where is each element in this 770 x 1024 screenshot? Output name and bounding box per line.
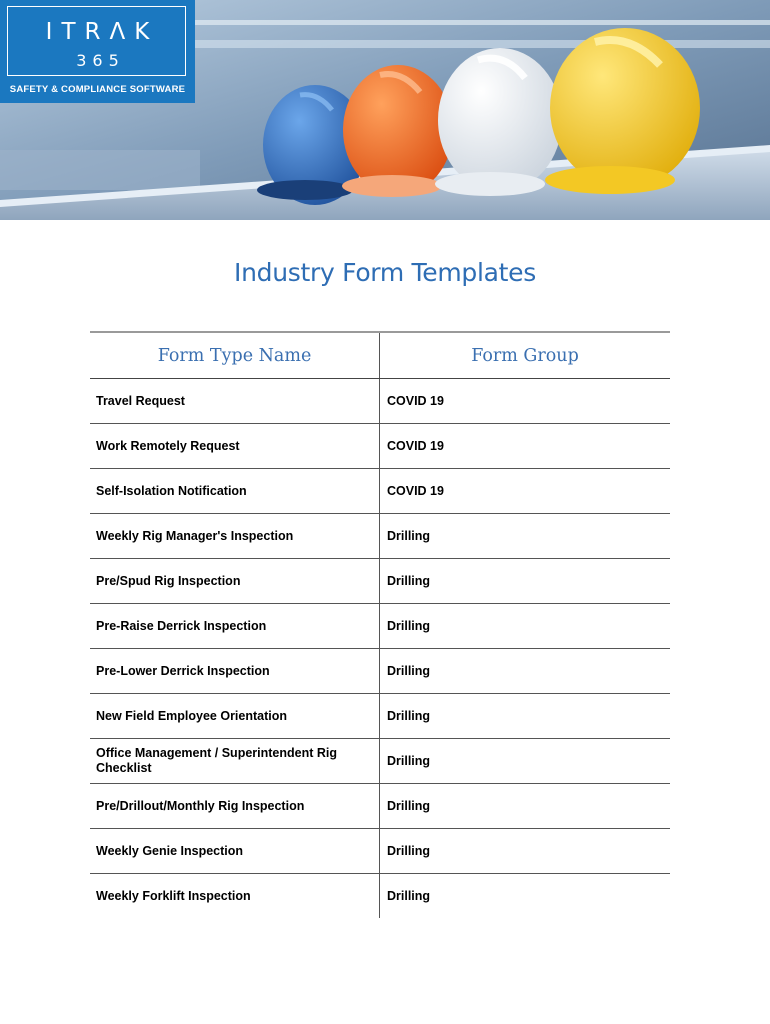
form-group: COVID 19 bbox=[380, 424, 671, 469]
form-type-name: Weekly Genie Inspection bbox=[90, 829, 380, 874]
form-group: Drilling bbox=[380, 784, 671, 829]
form-group: Drilling bbox=[380, 514, 671, 559]
form-type-name: Weekly Forklift Inspection bbox=[90, 874, 380, 919]
form-group: Drilling bbox=[380, 829, 671, 874]
table-row bbox=[90, 649, 670, 694]
table-row bbox=[90, 424, 670, 469]
form-group: Drilling bbox=[380, 649, 671, 694]
table-row bbox=[90, 604, 670, 649]
hero-banner bbox=[0, 0, 770, 220]
form-type-name: Self-Isolation Notification bbox=[90, 469, 380, 514]
table-row bbox=[90, 694, 670, 739]
form-group: Drilling bbox=[380, 694, 671, 739]
table-row bbox=[90, 559, 670, 604]
form-type-name: Work Remotely Request bbox=[90, 424, 380, 469]
form-type-name: New Field Employee Orientation bbox=[90, 694, 380, 739]
form-type-name: Pre/Spud Rig Inspection bbox=[90, 559, 380, 604]
table-row bbox=[90, 739, 670, 784]
table-header-row bbox=[90, 332, 670, 379]
page-title: Industry Form Templates bbox=[234, 258, 536, 287]
logo-name: ITRΛK bbox=[45, 19, 159, 45]
table-row bbox=[90, 469, 670, 514]
header-form-type-name: Form Type Name bbox=[90, 332, 380, 379]
table-row bbox=[90, 379, 670, 424]
table-row bbox=[90, 784, 670, 829]
logo-tagline: SAFETY & COMPLIANCE SOFTWARE bbox=[9, 84, 186, 95]
form-type-name: Office Management / Superintendent Rig Checklist bbox=[90, 739, 380, 784]
table-row bbox=[90, 514, 670, 559]
form-type-name: Weekly Rig Manager's Inspection bbox=[90, 514, 380, 559]
form-group: COVID 19 bbox=[380, 379, 671, 424]
form-group: Drilling bbox=[380, 604, 671, 649]
form-group: Drilling bbox=[387, 888, 431, 903]
form-group: Drilling bbox=[380, 739, 671, 784]
form-type-name: Pre/Drillout/Monthly Rig Inspection bbox=[90, 784, 380, 829]
form-group: COVID 19 bbox=[380, 469, 671, 514]
table-row bbox=[90, 874, 670, 919]
table-row bbox=[90, 829, 670, 874]
form-type-name: Pre-Raise Derrick Inspection bbox=[90, 604, 380, 649]
company-logo bbox=[0, 0, 195, 103]
form-type-name: Pre-Lower Derrick Inspection bbox=[90, 649, 380, 694]
form-templates-table bbox=[90, 331, 670, 918]
logo-number: 365 bbox=[76, 51, 125, 70]
form-group: Drilling bbox=[380, 559, 671, 604]
form-type-name: Travel Request bbox=[90, 379, 380, 424]
header-form-group: Form Group bbox=[380, 332, 671, 379]
logo-frame bbox=[7, 6, 186, 76]
